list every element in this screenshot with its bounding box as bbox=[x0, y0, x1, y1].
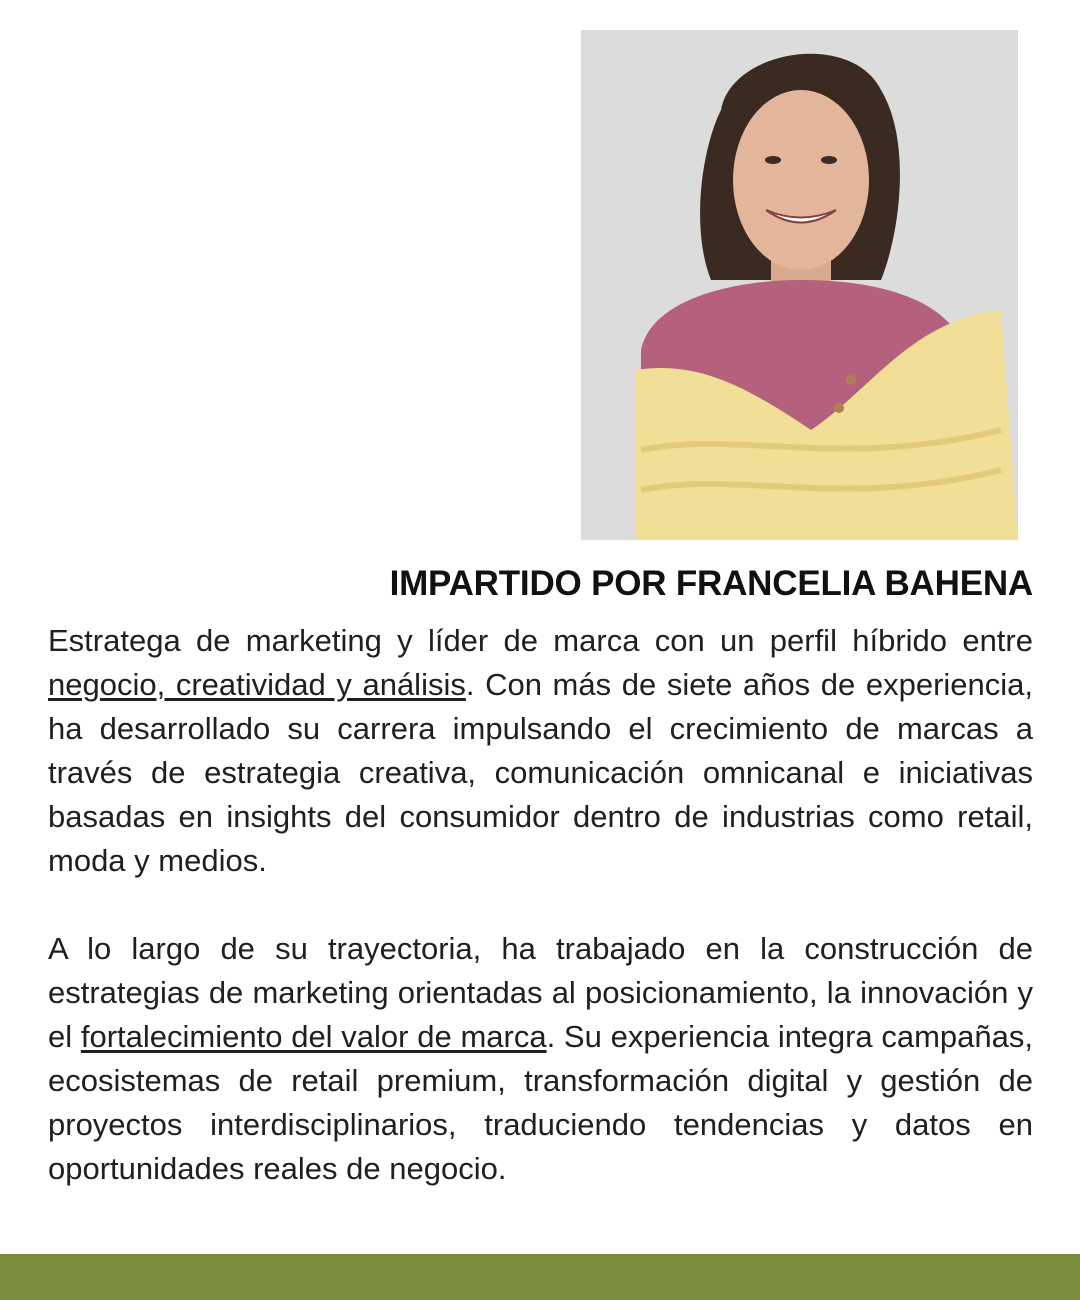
instructor-bio bbox=[48, 619, 1033, 1191]
bio-paragraph-1: Estratega de marketing y líder de marca con un perfil híbrido entre negocio, creatividad y análisis. Con más de siete años de experiencia, ha desarrollado su carrera impulsando el crecimiento de marcas a través de estrategia creativa, comunicación omnicanal e iniciativas basadas en insights del consumidor dentro de industrias como retail, moda y medios. bbox=[48, 623, 1033, 878]
bio-highlight-2: fortalecimiento del valor de marca bbox=[80, 1019, 547, 1054]
face bbox=[733, 90, 869, 270]
instructor-heading: IMPARTIDO POR FRANCELIA BAHENA bbox=[389, 564, 1033, 603]
portrait-photo-icon bbox=[581, 30, 1018, 540]
footer-bar bbox=[0, 1254, 1080, 1300]
speaker-photo bbox=[581, 30, 1018, 540]
bio-highlight-1: negocio, creatividad y análisis bbox=[48, 667, 466, 702]
bio-paragraph-2: A lo largo de su trayectoria, ha trabajado en la construcción de estrategias de marketing orientadas al posicionamiento, la innovación y el fortalecimiento del valor de marca. Su experiencia integra campañas, ecosistemas de retail premium, transformación digital y gestión de proyectos interdisciplinarios, traduciendo tendencias y datos en oportunidades reales de negocio. bbox=[48, 931, 1034, 1186]
